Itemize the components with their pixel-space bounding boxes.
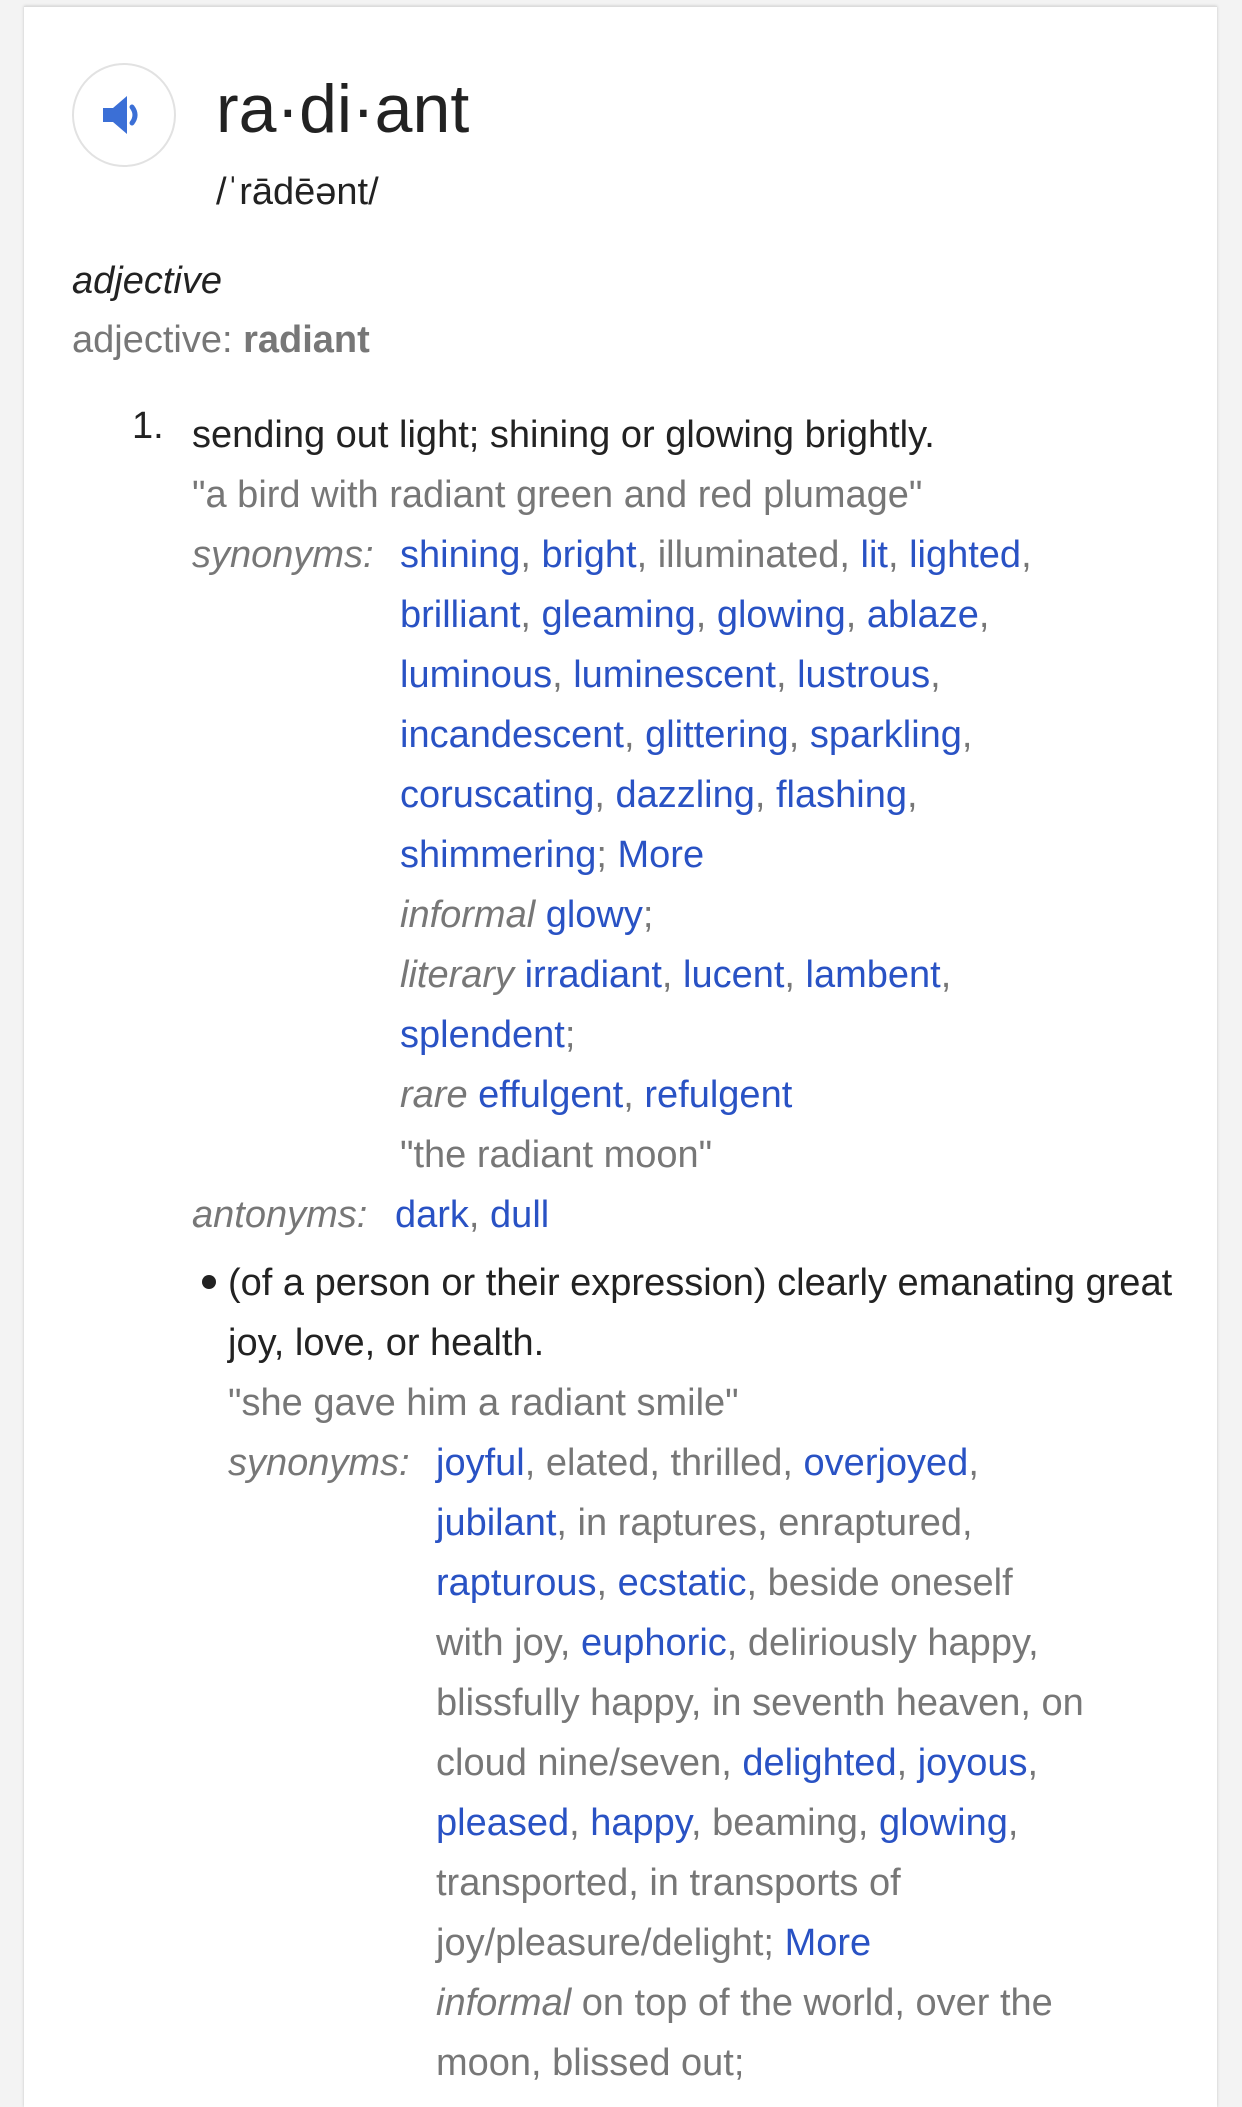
word-list-line (400, 765, 1032, 825)
plain-text: , (520, 594, 542, 636)
word-list-line (436, 1853, 1084, 1913)
plain-text: ; (596, 834, 618, 876)
plain-text: , (596, 1562, 618, 1604)
plain-text (468, 1074, 479, 1116)
word-link[interactable]: lit (860, 534, 888, 576)
part-of-speech-line (72, 319, 370, 362)
pos-word: radiant (243, 319, 370, 361)
word-link[interactable]: sparkling (809, 714, 962, 756)
word-link[interactable]: joyous (917, 1742, 1028, 1784)
pos-label: adjective: (72, 319, 244, 361)
register-label: informal (400, 894, 536, 936)
word-link[interactable]: shining (400, 534, 521, 576)
word-list-line (400, 525, 1032, 585)
plain-text: , (468, 1194, 491, 1236)
plain-text: , (845, 594, 867, 636)
word-link[interactable]: refulgent (644, 1074, 793, 1116)
word-link[interactable]: joyful (436, 1442, 525, 1484)
plain-text: blissfully happy, in seventh heaven, on (436, 1682, 1084, 1724)
sense2-definition: (of a person or their expression) clearly emanating great joy, love, or health. (228, 1262, 1173, 1364)
plain-text: ; (642, 894, 654, 936)
word-link[interactable]: glowing (716, 594, 846, 636)
plain-text: , (754, 774, 776, 816)
word-link[interactable]: lucent (683, 954, 785, 996)
word-list-line (436, 1613, 1084, 1673)
sense2-synonyms-list (436, 1433, 1084, 2093)
plain-text: , (1007, 1802, 1019, 1844)
word-list-line (436, 1493, 1084, 1553)
word-list-line (400, 705, 1032, 765)
sense1-antonyms-label: antonyms: (192, 1194, 368, 1236)
plain-text: , (930, 654, 941, 696)
plain-text: , (896, 1742, 918, 1784)
plain-text: , in raptures, enraptured, (556, 1502, 973, 1544)
plain-text: , (552, 654, 574, 696)
word-link[interactable]: brilliant (400, 594, 521, 636)
word-link[interactable]: dark (395, 1194, 469, 1236)
plain-text: , (775, 654, 798, 696)
plain-text: on top of the world, over the (571, 1982, 1053, 2024)
word-list-line (436, 1793, 1084, 1853)
plain-text: , (784, 954, 806, 996)
more-synonyms-link[interactable]: More (784, 1922, 872, 1964)
word-link[interactable]: coruscating (400, 774, 595, 816)
word-list-line (436, 1553, 1084, 1613)
word-list-line (436, 1733, 1084, 1793)
plain-text: , (520, 534, 542, 576)
pronounce-button[interactable] (72, 63, 176, 167)
plain-text: , (887, 534, 910, 576)
word-link[interactable]: lighted (909, 534, 1022, 576)
plain-text: transported, in transports of (436, 1862, 901, 1904)
register-label: rare (400, 1074, 468, 1116)
sense1-example: "a bird with radiant green and red plumage" (192, 474, 923, 516)
plain-text: , deliriously happy, (726, 1622, 1039, 1664)
word-list-line (400, 1125, 1032, 1185)
plain-text: , (594, 774, 616, 816)
word-link[interactable]: lambent (805, 954, 941, 996)
headword: ra·di·ant (216, 71, 470, 147)
plain-text: , (940, 954, 952, 996)
word-link[interactable]: ecstatic (617, 1562, 747, 1604)
word-link[interactable]: glowing (878, 1802, 1008, 1844)
word-link[interactable]: ablaze (866, 594, 979, 636)
plain-text: ; (564, 1014, 576, 1056)
word-link[interactable]: rapturous (436, 1562, 597, 1604)
plain-text: , (623, 714, 646, 756)
register-label: literary (400, 954, 515, 996)
word-list-line (436, 2033, 1084, 2093)
word-list-line (436, 1973, 1084, 2033)
word-link[interactable]: bright (541, 534, 637, 576)
word-link[interactable]: jubilant (436, 1502, 557, 1544)
sense1-definition: sending out light; shining or glowing brightly. (192, 414, 935, 456)
plain-text: , (961, 714, 973, 756)
word-list-line (400, 825, 1032, 885)
plain-text: , (1027, 1742, 1039, 1784)
plain-text: , (623, 1074, 645, 1116)
plain-text: , (788, 714, 810, 756)
plain-text: , beaming, (690, 1802, 879, 1844)
word-link[interactable]: splendent (400, 1014, 565, 1056)
sense2-bullet (202, 1275, 216, 1289)
word-link[interactable]: overjoyed (803, 1442, 969, 1484)
word-link[interactable]: delighted (742, 1742, 897, 1784)
plain-text: , elated, thrilled, (524, 1442, 804, 1484)
plain-text: , (968, 1442, 979, 1484)
speaker-icon (99, 92, 149, 138)
plain-text: moon, blissed out; (436, 2042, 745, 2084)
plain-text: with joy, (436, 1622, 582, 1664)
plain-text: joy/pleasure/delight; (436, 1922, 785, 1964)
word-link[interactable]: lustrous (797, 654, 931, 696)
plain-text: , illuminated, (636, 534, 861, 576)
sense1-synonyms-label: synonyms: (192, 534, 374, 576)
sense1-antonyms-list (395, 1185, 549, 1245)
word-link[interactable]: effulgent (478, 1074, 624, 1116)
word-list-line (395, 1185, 549, 1245)
word-list-line (436, 1673, 1084, 1733)
word-link[interactable]: dazzling (615, 774, 755, 816)
word-link[interactable]: irradiant (524, 954, 662, 996)
word-link[interactable]: glowy (545, 894, 643, 936)
plain-text: , (569, 1802, 591, 1844)
plain-text: , (906, 774, 918, 816)
plain-text: cloud nine/seven, (436, 1742, 743, 1784)
word-link[interactable]: luminescent (573, 654, 776, 696)
sense1-synonyms-list (400, 525, 1032, 1185)
plain-text: , (978, 594, 990, 636)
word-link[interactable]: flashing (776, 774, 907, 816)
word-link[interactable]: luminous (400, 654, 553, 696)
word-link[interactable]: pleased (436, 1802, 570, 1844)
word-list-line (400, 1065, 1032, 1125)
word-list-line (400, 1005, 1032, 1065)
word-link[interactable]: happy (590, 1802, 691, 1844)
sense2-synonyms-label: synonyms: (228, 1442, 410, 1484)
more-synonyms-link[interactable]: More (617, 834, 705, 876)
part-of-speech: adjective (72, 260, 222, 302)
word-link[interactable]: shimmering (400, 834, 597, 876)
word-link[interactable]: glittering (645, 714, 789, 756)
register-label: informal (436, 1982, 572, 2024)
word-list-line (400, 585, 1032, 645)
plain-text: "the radiant moon" (400, 1134, 713, 1176)
plain-text: , beside oneself (746, 1562, 1013, 1604)
sense2-example: "she gave him a radiant smile" (228, 1382, 739, 1424)
word-link[interactable]: dull (490, 1194, 550, 1236)
word-link[interactable]: euphoric (581, 1622, 727, 1664)
word-list-line (400, 645, 1032, 705)
word-list-line (436, 1433, 1084, 1493)
plain-text (514, 954, 525, 996)
plain-text (535, 894, 546, 936)
phonetic-spelling: /ˈrādēənt/ (216, 171, 379, 213)
word-list-line (400, 885, 1032, 945)
dictionary-card (24, 6, 1217, 2107)
word-link[interactable]: incandescent (400, 714, 624, 756)
word-list-line (436, 1913, 1084, 1973)
word-list-line (400, 945, 1032, 1005)
plain-text: , (695, 594, 717, 636)
plain-text: , (1021, 534, 1032, 576)
plain-text: , (661, 954, 684, 996)
sense-number: 1. (132, 405, 164, 447)
word-link[interactable]: gleaming (541, 594, 696, 636)
